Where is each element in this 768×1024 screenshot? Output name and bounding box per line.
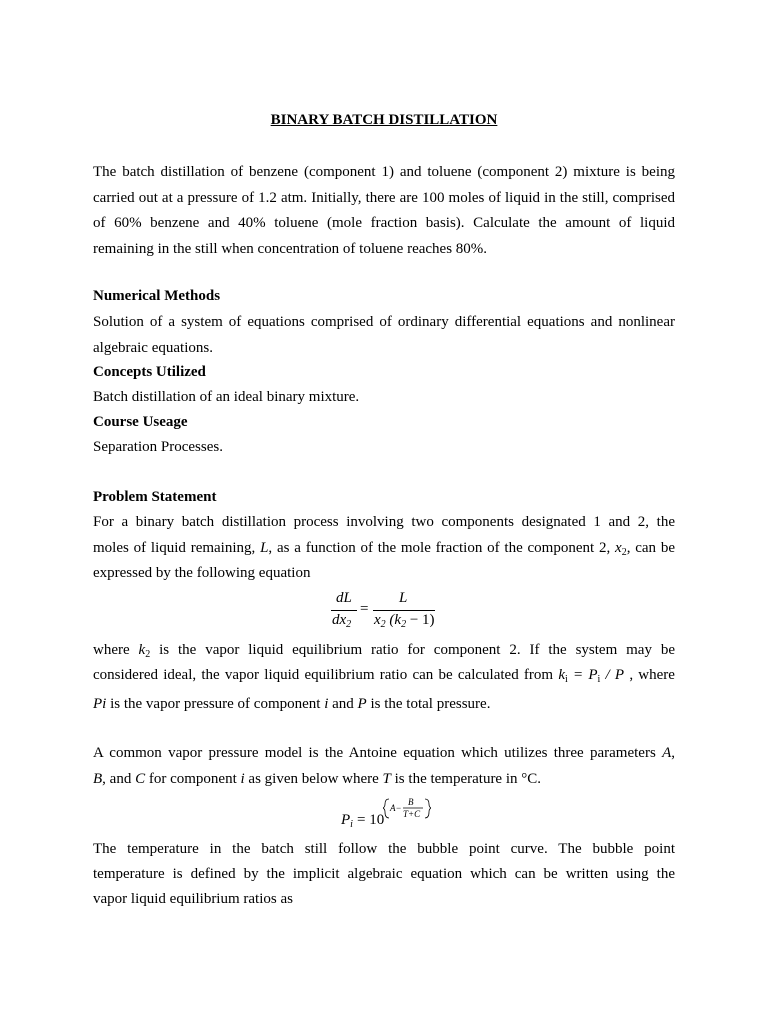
concepts-text: Batch distillation of an ideal binary mixture.: [93, 389, 360, 405]
problem-line-1: For a binary batch distillation process involving two components designated 1 and 2, the: [93, 514, 675, 530]
numerical-methods-heading: Numerical Methods: [93, 288, 221, 304]
problem-line-5: considered ideal, the vapor liquid equilibrium ratio can be calculated from $k_i = P_i / P$ , where: [93, 667, 675, 685]
problem-line-2: moles of liquid remaining, L, as a function of the mole fraction of the component 2, $x_2$, can be: [93, 540, 675, 558]
course-heading: Course Useage: [93, 414, 188, 430]
concepts-heading: Concepts Utilized: [93, 364, 206, 380]
problem-line-6: Pi is the vapor pressure of component i and P is the total pressure.: [93, 696, 491, 712]
document-page: BINARY BATCH DISTILLATION The batch distillation of benzene (component 1) and toluene (component 2) mixture is being carried out at a pressure of 1.2 atm. Initially, there are 100 moles of liquid in the still, comprised of 60% benzene and 40% toluene (mole fraction basis). Calculate the amount of liquid remaining in the still when concentration of toluene reaches 80%. Numerical Methods Solution of a system of equations comprised of ordinary differential equations and nonlinear algebraic equations. Concepts Utilized Batch distillation of an ideal binary mixture. Course Useage Separation Processes. Problem Statement For a binary batch distillation process involving two components designated 1 and 2, the moles of liquid remaining, L, as a function of the mole fraction of the component 2, $x_2$, can be expressed by the following equation dL $dx_2$ = L $x_2$ $(k_2 - 1)$ where $k_2$ is the vapor liquid equilibrium ratio for component 2. If the system may be considered ideal, the vapor liquid equilibrium ratio can be calculated from $k_i = P_i / P$ , where Pi is the vapor pressure of component i and P is the total pressure. A common vapor pressure model is the Antoine equation which utilizes three parameters A, B, and C for component i as given below where T is the temperature in °C. $P_i$ = 10 A− B T+C The temperature in the batch still follow the bubble point curve. The bubble point temperature is defined by the implicit algebraic equation which can be written using the vapor liquid equilibrium ratios as: [0, 0, 768, 1024]
bubble-line-2: temperature is defined by the implicit algebraic equation which can be written using the: [93, 866, 675, 882]
bubble-line-1: The temperature in the batch still follow the bubble point curve. The bubble point: [93, 841, 675, 857]
problem-line-4: where $k_2$ is the vapor liquid equilibrium ratio for component 2. If the system may be: [93, 642, 675, 660]
problem-statement-heading: Problem Statement: [93, 489, 217, 505]
document-title: BINARY BATCH DISTILLATION: [270, 112, 498, 128]
antoine-line-2: B, and C for component i as given below where T is the temperature in °C.: [93, 771, 542, 787]
intro-paragraph: The batch distillation of benzene (component 1) and toluene (component 2) mixture is being carried out at a pressure of 1.2 atm. Initially, there are 100 moles of liquid in the still, comprised of 60% benzene and 40% toluene (mole fraction basis). Calculate the amount of liquid remaining in the still when concentration of toluene reaches 80%.: [93, 164, 675, 257]
problem-line-3: expressed by the following equation: [93, 565, 311, 581]
numerical-methods-text: Solution of a system of equations comprised of ordinary differential equations and nonlinear algebraic equations.: [93, 314, 675, 356]
course-text: Separation Processes.: [93, 439, 223, 455]
antoine-line-1: A common vapor pressure model is the Antoine equation which utilizes three parameters A,: [93, 745, 675, 761]
bubble-line-3: vapor liquid equilibrium ratios as: [93, 891, 293, 907]
